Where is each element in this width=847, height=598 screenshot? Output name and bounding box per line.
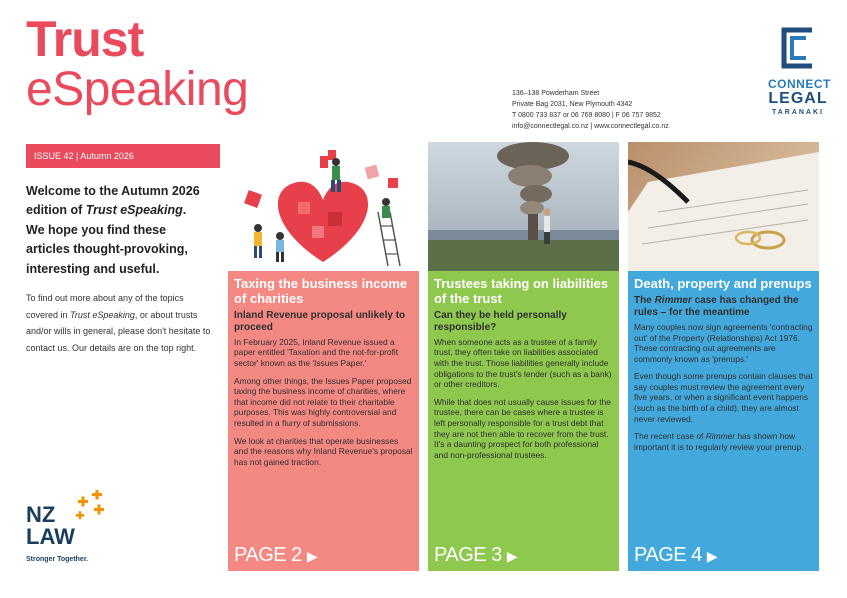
nz-law-logo: [26, 490, 116, 570]
paragraph-start: The recent case of: [634, 431, 706, 442]
article-title: Taxing the business income of charities: [234, 276, 408, 306]
welcome-text-start: Welcome to the Autumn 2026 edition of: [26, 184, 200, 218]
subtitle-case-name: Rimmer: [654, 294, 692, 306]
article-panel-prenups[interactable]: [628, 271, 819, 571]
newsletter-title-line1: Trust: [26, 11, 144, 67]
prenup-signing-photo: [628, 142, 819, 271]
stacked-rocks-photo: [428, 142, 619, 271]
article-paragraph: [634, 431, 813, 452]
arrow-right-icon: ▶: [706, 548, 718, 564]
article-subtitle: Can they be held personally responsible?: [434, 309, 567, 333]
address-email-web[interactable]: info@connectlegal.co.nz | www.connectlegal.co.nz: [512, 122, 669, 130]
nzlaw-tagline: Stronger Together.: [26, 556, 89, 563]
nzlaw-text-nz: NZ: [26, 502, 56, 527]
address-block: [512, 89, 669, 132]
article-title: Death, property and prenups: [634, 276, 812, 291]
connect-legal-mark-icon: [776, 26, 820, 70]
plus-cluster-icon: [74, 490, 110, 522]
article-paragraph: Many couples now sign agreements 'contracting out' of the Property (Relationships) Act 1976. These contracting out agreements are commonly known as 'prenups.': [634, 321, 813, 364]
article-subtitle: [634, 295, 813, 319]
page-4-link[interactable]: [634, 544, 717, 567]
subtitle-end: case has changed the rules – for the meantime: [634, 294, 799, 318]
paragraph-end: has shown how important it is to regularly review your prenup.: [634, 431, 804, 452]
logo-word-connect: CONNECT: [768, 77, 831, 91]
address-postal: Private Bag 2031, New Plymouth 4342: [512, 100, 633, 108]
contact-text-end: , or about trusts and/or wills in general, please don't hesitate to contact us. Our details are on the top right.: [26, 309, 211, 353]
puzzle-heart-illustration: [228, 142, 419, 271]
article-panel-trustees[interactable]: [428, 271, 619, 571]
article-panel-charities[interactable]: [228, 271, 419, 571]
address-phone: T 0800 733 837 or 06 769 8080 | F 06 757 9852: [512, 111, 661, 119]
logo-word-taranaki: TARANAKI: [771, 109, 825, 116]
connect-legal-logo: [768, 26, 831, 116]
stacked-rocks-image: [428, 142, 619, 271]
page-2-link[interactable]: [234, 544, 317, 567]
article-title: Trustees taking on liabilities of the trust: [434, 276, 609, 306]
subtitle-start: The: [634, 294, 655, 306]
logo-word-legal: LEGAL: [768, 90, 828, 107]
newsletter-title-line2: eSpeaking: [26, 63, 249, 116]
address-street: 136–138 Powderham Street: [512, 90, 600, 97]
page-label: PAGE 3: [434, 544, 502, 566]
article-paragraph: While that does not usually cause issues for the trustee, there can be cases where a trustee is left personally responsible for a trust debt that they are not then able to recover from the trust. It's a daunting prospect for both professional and non-professional trustees.: [434, 396, 611, 460]
nzlaw-text-law: LAW: [26, 524, 75, 549]
page-label: PAGE 4: [634, 544, 702, 566]
page-label: PAGE 2: [234, 544, 302, 566]
article-paragraph: We look at charities that operate businesses and the reasons why Inland Revenue's proposal has not gained traction.: [234, 435, 413, 467]
welcome-text: [26, 182, 206, 279]
page-3-link[interactable]: [434, 544, 517, 567]
arrow-right-icon: ▶: [306, 548, 318, 564]
contact-text-start: To find out more about any of the topics covered in: [26, 293, 184, 320]
article-paragraph: Among other things, the Issues Paper proposed taxing the business income of charities, where that income did not relate to their charitable purposes. This was highly controversial and resulted in a flurry of submissions.: [234, 375, 412, 428]
article-paragraph: Even though some prenups contain clauses that say couples must review the agreement every five years, or when a significant event happens (such as the birth of a child), they are almost never reviewed.: [634, 371, 813, 424]
contact-invitation-text: [26, 290, 216, 357]
arrow-right-icon: ▶: [506, 548, 518, 564]
paragraph-case-name: Rimmer: [705, 431, 736, 442]
puzzle-heart-image: [228, 142, 419, 271]
contact-publication-name: Trust eSpeaking: [70, 309, 135, 320]
article-paragraph: In February 2025, Inland Revenue issued a paper entitled 'Taxation and the not-for-profit sector' known as the 'Issues Paper.': [234, 336, 399, 369]
article-subtitle: Inland Revenue proposal unlikely to proceed: [234, 309, 406, 333]
prenup-signing-image: [628, 142, 819, 271]
welcome-publication-name: Trust eSpeaking: [85, 203, 183, 218]
welcome-text-end: . We hope you find these articles thought-provoking, interesting and useful.: [26, 203, 188, 276]
issue-banner: ISSUE 42 | Autumn 2026: [26, 144, 220, 168]
article-paragraph: When someone acts as a trustee of a family trust, they often take on liabilities associated with the trust. Those liabilities generally include obligations to the trust's lender (such as a bank) or other creditors.: [434, 336, 612, 390]
